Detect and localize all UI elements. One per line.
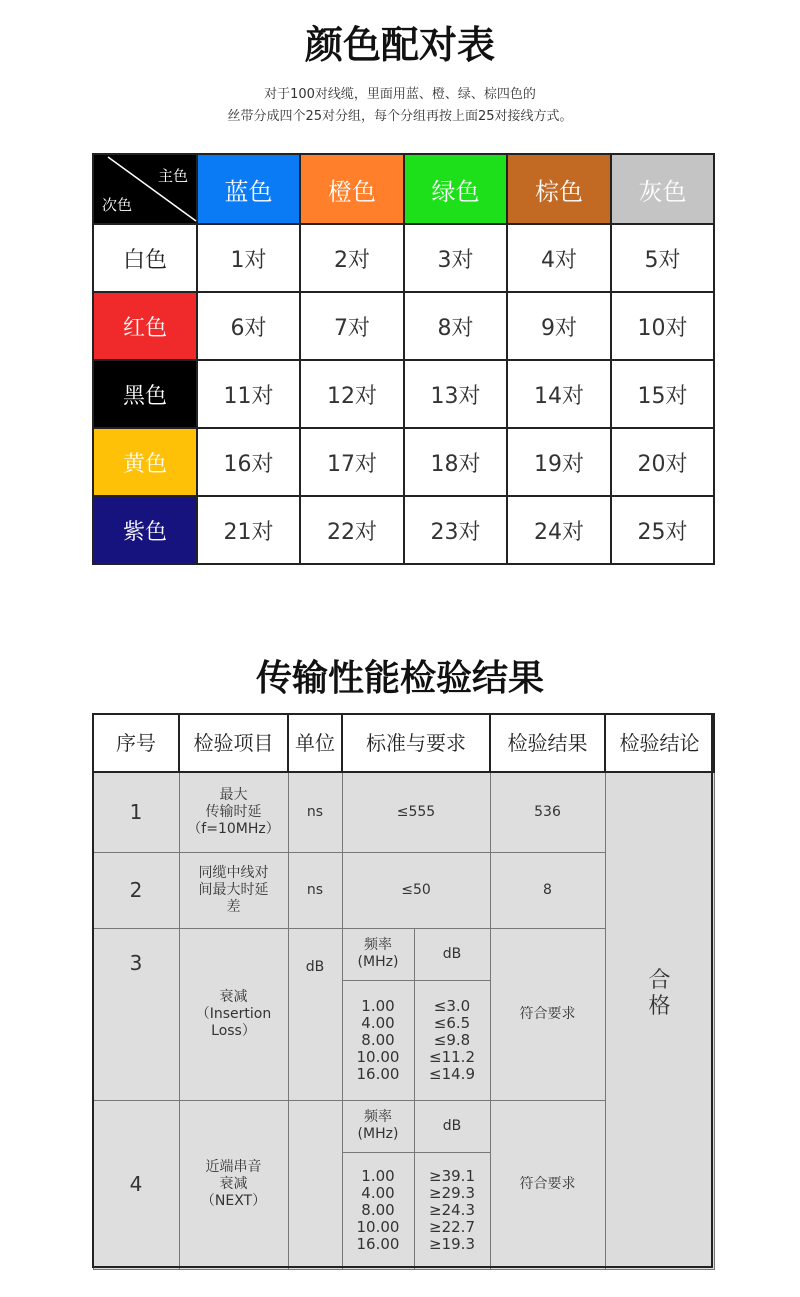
row-standard: ≤555	[342, 772, 490, 852]
pair-cell: 6对	[197, 292, 300, 360]
main-color-gray: 灰色	[611, 154, 714, 224]
row-result: 符合要求	[490, 1100, 605, 1269]
row-index: 2	[93, 852, 179, 928]
pair-cell: 11对	[197, 360, 300, 428]
freq-header	[342, 928, 414, 980]
row-result: 536	[490, 772, 605, 852]
pair-cell: 3对	[404, 224, 507, 292]
verdict-cell	[605, 772, 714, 1269]
pair-cell: 7对	[300, 292, 404, 360]
performance-results-table	[92, 713, 715, 1270]
freq-value: 10.00	[356, 1047, 400, 1066]
freq-value: 16.00	[356, 1064, 400, 1083]
item-line: 最大	[219, 786, 248, 803]
db-value: ≤9.8	[433, 1030, 471, 1049]
freq-values	[342, 980, 414, 1100]
freq-value: 4.00	[361, 1013, 395, 1032]
pair-cell: 15对	[611, 360, 714, 428]
pair-cell: 22对	[300, 496, 404, 564]
item-line: 差	[226, 898, 241, 915]
row-index: 3	[93, 928, 179, 1100]
db-header: dB	[414, 1100, 490, 1152]
header-standard: 标准与要求	[342, 714, 490, 772]
pair-cell: 2对	[300, 224, 404, 292]
item-line: Loss）	[211, 1022, 256, 1039]
sub-color-purple: 紫色	[93, 496, 197, 564]
sub-color-red: 红色	[93, 292, 197, 360]
sub-color-black: 黑色	[93, 360, 197, 428]
main-color-orange: 橙色	[300, 154, 404, 224]
verdict-char: 格	[648, 994, 671, 1019]
pair-cell: 5对	[611, 224, 714, 292]
color-pair-table	[92, 153, 715, 565]
freq-value: 8.00	[361, 1030, 395, 1049]
row-item	[179, 772, 288, 852]
corner-header-cell	[93, 154, 197, 224]
db-header: dB	[414, 928, 490, 980]
color-table-title: 颜色配对表	[304, 23, 495, 67]
verdict-char: 合	[648, 968, 671, 993]
db-value: ≤14.9	[429, 1064, 475, 1083]
row-item	[179, 928, 288, 1100]
row-unit: ns	[288, 852, 342, 928]
db-value: ≥19.3	[429, 1235, 475, 1253]
db-value: ≥39.1	[429, 1167, 475, 1185]
db-value: ≤6.5	[433, 1013, 471, 1032]
pair-cell: 9对	[507, 292, 611, 360]
item-line: 同缆中线对	[198, 864, 269, 881]
db-value: ≥29.3	[429, 1184, 475, 1202]
perf-header-row	[93, 714, 714, 772]
main-color-brown: 棕色	[507, 154, 611, 224]
perf-table-title: 传输性能检验结果	[255, 658, 544, 699]
intro-line-2: 丝带分成四个25对分组，每个分组再按上面25对接线方式。	[227, 109, 573, 124]
pair-cell: 19对	[507, 428, 611, 496]
freq-value: 8.00	[361, 1201, 395, 1219]
pair-cell: 25对	[611, 496, 714, 564]
pair-cell: 24对	[507, 496, 611, 564]
item-line: 衰减	[219, 1176, 248, 1192]
row-unit-empty	[288, 1100, 342, 1269]
perf-row-1	[93, 772, 714, 852]
row-index: 4	[93, 1100, 179, 1269]
row-unit: dB	[288, 928, 342, 1100]
freq-value: 1.00	[361, 1167, 395, 1185]
item-line: 近端串音	[205, 1159, 262, 1175]
row-result: 8	[490, 852, 605, 928]
pair-cell: 8对	[404, 292, 507, 360]
main-color-green: 绿色	[404, 154, 507, 224]
row-result: 符合要求	[490, 928, 605, 1100]
freq-value: 10.00	[356, 1218, 400, 1236]
db-values	[414, 980, 490, 1100]
pair-cell: 20对	[611, 428, 714, 496]
db-values	[414, 1152, 490, 1269]
db-value: ≤11.2	[429, 1047, 475, 1066]
item-line: 传输时延	[205, 803, 262, 820]
sub-color-label: 次色	[102, 196, 133, 214]
pair-cell: 17对	[300, 428, 404, 496]
db-value: ≥22.7	[429, 1218, 475, 1236]
header-index: 序号	[93, 714, 179, 772]
row-item	[179, 852, 288, 928]
freq-header-line: (MHz)	[357, 954, 399, 970]
pair-cell: 23对	[404, 496, 507, 564]
freq-header	[342, 1100, 414, 1152]
item-line: 间最大时延	[198, 881, 269, 898]
pair-cell: 12对	[300, 360, 404, 428]
row-index: 1	[93, 772, 179, 852]
freq-header-line: (MHz)	[357, 1126, 399, 1142]
color-row-black	[93, 360, 714, 428]
header-item: 检验项目	[179, 714, 288, 772]
main-color-blue: 蓝色	[197, 154, 300, 224]
freq-value: 4.00	[361, 1184, 395, 1202]
pair-cell: 16对	[197, 428, 300, 496]
pair-cell: 1对	[197, 224, 300, 292]
header-verdict: 检验结论	[605, 714, 714, 772]
sub-color-yellow: 黄色	[93, 428, 197, 496]
freq-header-line: 频率	[364, 1109, 392, 1125]
freq-value: 1.00	[361, 996, 395, 1015]
header-unit: 单位	[288, 714, 342, 772]
row-standard: ≤50	[342, 852, 490, 928]
main-color-label: 主色	[157, 167, 188, 185]
db-value: ≥24.3	[429, 1201, 475, 1219]
pair-cell: 21对	[197, 496, 300, 564]
pair-cell: 14对	[507, 360, 611, 428]
pair-cell: 10对	[611, 292, 714, 360]
pair-cell: 18对	[404, 428, 507, 496]
item-line: （NEXT）	[200, 1193, 267, 1209]
freq-values	[342, 1152, 414, 1269]
color-row-purple	[93, 496, 714, 564]
color-table-intro	[0, 84, 800, 128]
color-row-red	[93, 292, 714, 360]
item-line: 衰减	[219, 988, 248, 1005]
main-color-header-row	[93, 154, 714, 224]
sub-color-white: 白色	[93, 224, 197, 292]
intro-line-1: 对于100对线缆，里面用蓝、橙、绿、棕四色的	[264, 87, 536, 102]
row-item	[179, 1100, 288, 1269]
color-row-yellow	[93, 428, 714, 496]
freq-value: 16.00	[356, 1235, 400, 1253]
freq-header-line: 频率	[364, 937, 392, 953]
row-unit: ns	[288, 772, 342, 852]
db-value: ≤3.0	[433, 996, 471, 1015]
item-line: （f=10MHz）	[187, 820, 280, 837]
pair-cell: 13对	[404, 360, 507, 428]
pair-cell: 4对	[507, 224, 611, 292]
color-row-white	[93, 224, 714, 292]
header-result: 检验结果	[490, 714, 605, 772]
item-line: （Insertion	[195, 1005, 272, 1022]
